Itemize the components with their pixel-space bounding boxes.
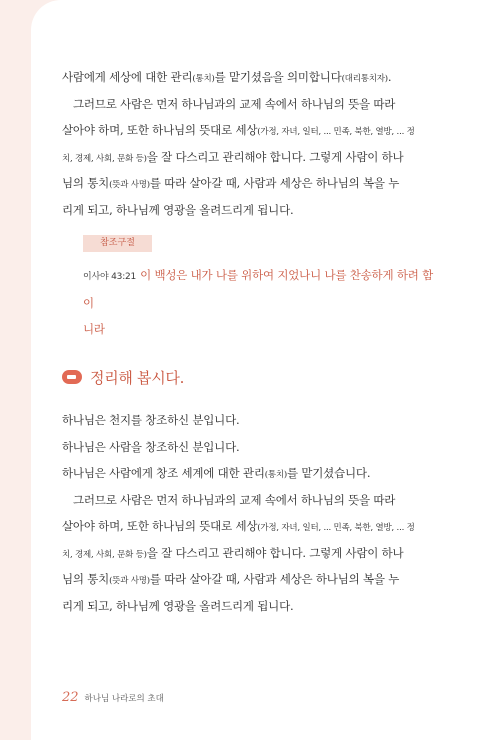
- paragraph-summary: [62, 407, 436, 619]
- text-line: 치, 경제, 사회, 문화 등)을 잘 다스리고 관리해야 합니다. 그렇게 사람이 하나: [62, 545, 404, 560]
- text-line: 그러므로 사람은 먼저 하나님과의 교제 속에서 하나님의 뜻을 따라: [73, 96, 396, 111]
- page-footer: [62, 690, 164, 705]
- text-line: 사람에게 세상에 대한 관리(통치)를 맡기셨음을 의미합니다(대리통치자).: [62, 70, 392, 84]
- text-line: 하나님은 사람에게 창조 세계에 대한 관리(통치)를 맡기셨습니다.: [62, 466, 371, 480]
- reference-tag: 참조구절: [83, 235, 152, 252]
- reference-source: 이사야 43:21: [83, 272, 137, 282]
- paragraph-intro: [62, 64, 436, 223]
- book-title: 하나님 나라로의 초대: [84, 694, 164, 704]
- reference-verse-continued: 니라: [83, 322, 105, 336]
- text-line: 살아야 하며, 또한 하나님의 뜻대로 세상(가정, 자녀, 일터, ... 민족, 북한, 열방, ... 정: [62, 123, 415, 137]
- summary-heading: [62, 366, 184, 388]
- text-line: 하나님은 천지를 창조하신 분입니다.: [62, 413, 240, 427]
- text-line: 님의 통치(뜻과 사명)를 따라 살아갈 때, 사람과 세상은 하나님의 복을 누: [62, 176, 400, 190]
- text-line: 치, 경제, 사회, 문화 등)을 잘 다스리고 관리해야 합니다. 그렇게 사람이 하나: [62, 149, 404, 164]
- text-line: 리게 되고, 하나님께 영광을 올려드리게 됩니다.: [62, 202, 294, 217]
- page-number: 22: [62, 690, 79, 705]
- reference-line: [83, 262, 433, 316]
- text-line: 살아야 하며, 또한 하나님의 뜻대로 세상(가정, 자녀, 일터, ... 민족, 북한, 열방, ... 정: [62, 519, 415, 533]
- text-line: 그러므로 사람은 먼저 하나님과의 교제 속에서 하나님의 뜻을 따라: [73, 492, 396, 507]
- summary-title: 정리해 봅시다.: [90, 368, 185, 387]
- reference-verse: 이 백성은 내가 나를 위하여 지었나니 나를 찬송하게 하려 함이: [83, 268, 434, 310]
- reference-verse-block: [83, 262, 433, 342]
- text-line: 하나님은 사람을 창조하신 분입니다.: [62, 439, 240, 454]
- text-line: 님의 통치(뜻과 사명)를 따라 살아갈 때, 사람과 세상은 하나님의 복을 누: [62, 572, 400, 586]
- text-line: 리게 되고, 하나님께 영광을 올려드리게 됩니다.: [62, 598, 294, 613]
- pencil-icon: [62, 370, 82, 384]
